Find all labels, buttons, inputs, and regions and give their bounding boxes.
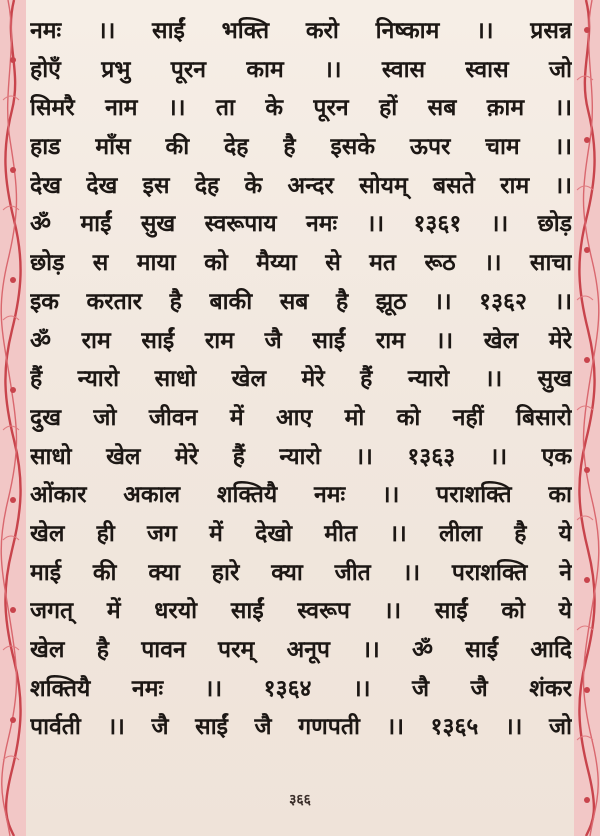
text-line: पार्वती ।। जै साईं जै गणपती ।। १३६५ ।। जो xyxy=(30,714,572,741)
text-line: जगत् में धरयो साईं स्वरूप ।। साईं को ये xyxy=(30,598,572,625)
text-line: हैं न्यारो साधो खेल मेरे हैं न्यारो ।। सुख xyxy=(30,366,572,393)
text-line: होएँ प्रभु पूरन काम ।। स्वास स्वास जो xyxy=(30,56,572,83)
text-line: दुख जो जीवन में आए मो को नहीं बिसारो xyxy=(30,404,572,431)
text-line: इक करतार है बाकी सब है झूठ ।। १३६२ ।। xyxy=(30,288,572,315)
text-line: ॐ माईं सुख स्वरूपाय नमः ।। १३६१ ।। छोड़ xyxy=(30,211,572,238)
verse-text-block xyxy=(30,12,572,747)
text-line: हाड माँस की देह है इसके ऊपर चाम ।। xyxy=(30,134,572,161)
text-line: माई की क्या हारे क्या जीत ।। पराशक्ति ने xyxy=(30,559,572,586)
text-line: शक्तियै नमः ।। १३६४ ।। जै जै शंकर xyxy=(30,675,572,702)
text-line: सिमरै नाम ।। ता के पूरन हों सब क़ाम ।। xyxy=(30,95,572,122)
text-line: ओंकार अकाल शक्तियै नमः ।। पराशक्ति का xyxy=(30,482,572,509)
left-floral-border xyxy=(0,0,26,836)
text-line: नमः ।। साईं भक्ति करो निष्काम ।। प्रसन्न xyxy=(30,18,572,44)
text-line: खेल ही जग में देखो मीत ।। लीला है ये xyxy=(30,520,572,547)
text-line: खेल है पावन परम् अनूप ।। ॐ साईं आदि xyxy=(30,637,572,663)
text-line: छोड़ स माया को मैय्या से मत रूठ ।। साचा xyxy=(30,250,572,277)
text-line: साधो खेल मेरे हैं न्यारो ।। १३६३ ।। एक xyxy=(30,443,572,470)
text-line: देख देख इस देह के अन्दर सोयम् बसते राम ।। xyxy=(30,172,572,199)
right-floral-border xyxy=(574,0,600,836)
text-line: ॐ राम साईं राम जै साईं राम ।। खेल मेरे xyxy=(30,327,572,354)
page-number: ३६६ xyxy=(289,792,311,808)
